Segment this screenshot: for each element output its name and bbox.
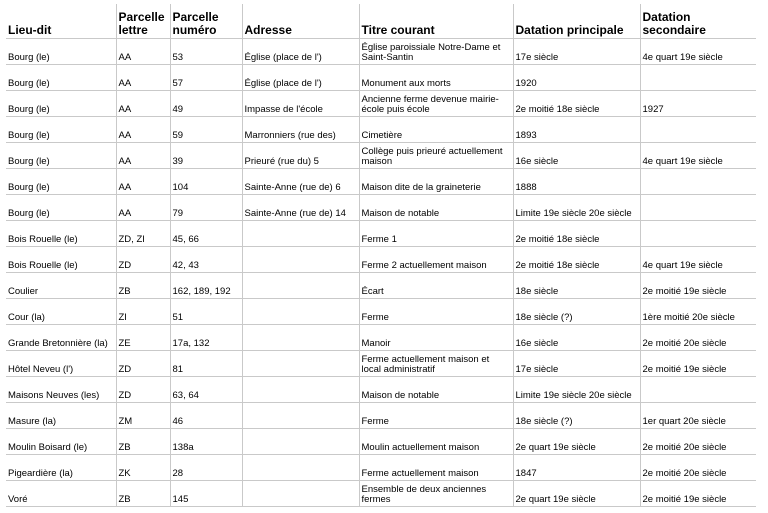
titre-courant-cell: Maison de notable xyxy=(359,377,513,403)
datation-secondaire-cell: 1er quart 20e siècle xyxy=(640,403,756,429)
table-row xyxy=(6,39,756,65)
adresse-cell xyxy=(242,247,359,273)
adresse-cell xyxy=(242,455,359,481)
table-row xyxy=(6,299,756,325)
parcelle-numero-cell: 45, 66 xyxy=(170,221,242,247)
adresse-cell xyxy=(242,429,359,455)
datation-secondaire-cell: 2e moitié 19e siècle xyxy=(640,351,756,377)
titre-courant-cell: Maison dite de la graineterie xyxy=(359,169,513,195)
titre-courant-cell: Écart xyxy=(359,273,513,299)
datation-principale-cell: 18e siècle (?) xyxy=(513,299,640,325)
titre-courant-cell: Collège puis prieuré actuellement maison xyxy=(359,143,513,169)
adresse-cell: Impasse de l'école xyxy=(242,91,359,117)
lieu-dit-cell: Voré xyxy=(6,481,116,507)
parcelle-numero-cell: 53 xyxy=(170,39,242,65)
datation-secondaire-cell: 2e moitié 20e siècle xyxy=(640,429,756,455)
datation-principale-cell: 2e moitié 18e siècle xyxy=(513,91,640,117)
lieu-dit-cell: Cour (la) xyxy=(6,299,116,325)
parcelle-numero-cell: 145 xyxy=(170,481,242,507)
datation-principale-cell: 18e siècle xyxy=(513,273,640,299)
datation-secondaire-cell xyxy=(640,377,756,403)
parcelle-lettre-cell: ZB xyxy=(116,481,170,507)
datation-secondaire-cell: 4e quart 19e siècle xyxy=(640,143,756,169)
parcelle-numero-cell: 17a, 132 xyxy=(170,325,242,351)
datation-secondaire-cell xyxy=(640,169,756,195)
table-row xyxy=(6,377,756,403)
titre-courant-cell: Ferme actuellement maison xyxy=(359,455,513,481)
parcelle-lettre-cell: ZK xyxy=(116,455,170,481)
lieu-dit-cell: Grande Bretonnière (la) xyxy=(6,325,116,351)
table-row xyxy=(6,247,756,273)
header-row xyxy=(6,4,756,39)
titre-courant-cell: Ferme 1 xyxy=(359,221,513,247)
parcelle-numero-cell: 39 xyxy=(170,143,242,169)
titre-courant-cell: Ferme xyxy=(359,299,513,325)
table-body xyxy=(6,39,756,507)
datation-principale-cell: Limite 19e siècle 20e siècle xyxy=(513,195,640,221)
parcelle-lettre-cell: ZB xyxy=(116,273,170,299)
parcelle-lettre-cell: ZD xyxy=(116,377,170,403)
parcelle-numero-cell: 59 xyxy=(170,117,242,143)
parcelle-lettre-cell: AA xyxy=(116,143,170,169)
adresse-cell: Prieuré (rue du) 5 xyxy=(242,143,359,169)
titre-courant-cell: Église paroissiale Notre-Dame et Saint-Santin xyxy=(359,39,513,65)
table-row xyxy=(6,403,756,429)
header-adresse: Adresse xyxy=(242,4,359,39)
adresse-cell: Sainte-Anne (rue de) 6 xyxy=(242,169,359,195)
lieu-dit-cell: Bourg (le) xyxy=(6,39,116,65)
titre-courant-cell: Ferme xyxy=(359,403,513,429)
datation-secondaire-cell xyxy=(640,117,756,143)
titre-courant-cell: Monument aux morts xyxy=(359,65,513,91)
adresse-cell xyxy=(242,351,359,377)
lieu-dit-cell: Bourg (le) xyxy=(6,117,116,143)
parcelle-lettre-cell: AA xyxy=(116,169,170,195)
titre-courant-cell: Cimetière xyxy=(359,117,513,143)
datation-principale-cell: 1920 xyxy=(513,65,640,91)
datation-secondaire-cell xyxy=(640,195,756,221)
datation-secondaire-cell: 2e moitié 20e siècle xyxy=(640,325,756,351)
lieu-dit-cell: Bourg (le) xyxy=(6,169,116,195)
datation-secondaire-cell: 4e quart 19e siècle xyxy=(640,247,756,273)
datation-principale-cell: 16e siècle xyxy=(513,325,640,351)
parcelle-lettre-cell: ZB xyxy=(116,429,170,455)
adresse-cell: Église (place de l') xyxy=(242,65,359,91)
datation-principale-cell: 1847 xyxy=(513,455,640,481)
datation-principale-cell: 18e siècle (?) xyxy=(513,403,640,429)
parcelle-lettre-cell: ZD, ZI xyxy=(116,221,170,247)
header-parcelle-lettre: Parcelle lettre xyxy=(116,4,170,39)
adresse-cell xyxy=(242,481,359,507)
titre-courant-cell: Maison de notable xyxy=(359,195,513,221)
lieu-dit-cell: Maisons Neuves (les) xyxy=(6,377,116,403)
adresse-cell xyxy=(242,299,359,325)
table-row xyxy=(6,65,756,91)
parcelle-lettre-cell: AA xyxy=(116,195,170,221)
parcelle-numero-cell: 51 xyxy=(170,299,242,325)
datation-principale-cell: 17e siècle xyxy=(513,39,640,65)
datation-principale-cell: Limite 19e siècle 20e siècle xyxy=(513,377,640,403)
titre-courant-cell: Moulin actuellement maison xyxy=(359,429,513,455)
table-row xyxy=(6,143,756,169)
adresse-cell: Sainte-Anne (rue de) 14 xyxy=(242,195,359,221)
parcelle-numero-cell: 81 xyxy=(170,351,242,377)
datation-secondaire-cell: 2e moitié 19e siècle xyxy=(640,273,756,299)
parcelle-lettre-cell: ZD xyxy=(116,247,170,273)
lieu-dit-cell: Hôtel Neveu (l') xyxy=(6,351,116,377)
titre-courant-cell: Ferme actuellement maison et local administratif xyxy=(359,351,513,377)
titre-courant-cell: Ferme 2 actuellement maison xyxy=(359,247,513,273)
parcelle-numero-cell: 57 xyxy=(170,65,242,91)
parcelle-lettre-cell: AA xyxy=(116,117,170,143)
header-parcelle-numero: Parcelle numéro xyxy=(170,4,242,39)
lieu-dit-cell: Bourg (le) xyxy=(6,65,116,91)
adresse-cell xyxy=(242,273,359,299)
datation-principale-cell: 2e moitié 18e siècle xyxy=(513,221,640,247)
lieu-dit-cell: Bourg (le) xyxy=(6,195,116,221)
table-row xyxy=(6,273,756,299)
parcelle-numero-cell: 46 xyxy=(170,403,242,429)
table-row xyxy=(6,455,756,481)
table-row xyxy=(6,481,756,507)
parcelle-lettre-cell: ZD xyxy=(116,351,170,377)
parcelle-numero-cell: 28 xyxy=(170,455,242,481)
parcelle-lettre-cell: AA xyxy=(116,65,170,91)
datation-principale-cell: 2e quart 19e siècle xyxy=(513,429,640,455)
parcelle-lettre-cell: ZI xyxy=(116,299,170,325)
table-row xyxy=(6,169,756,195)
parcelle-lettre-cell: AA xyxy=(116,39,170,65)
parcelle-lettre-cell: ZM xyxy=(116,403,170,429)
datation-secondaire-cell: 2e moitié 19e siècle xyxy=(640,481,756,507)
parcelle-numero-cell: 42, 43 xyxy=(170,247,242,273)
table-row xyxy=(6,429,756,455)
lieu-dit-cell: Coulier xyxy=(6,273,116,299)
datation-secondaire-cell: 2e moitié 20e siècle xyxy=(640,455,756,481)
lieu-dit-cell: Moulin Boisard (le) xyxy=(6,429,116,455)
titre-courant-cell: Manoir xyxy=(359,325,513,351)
datation-principale-cell: 17e siècle xyxy=(513,351,640,377)
parcelle-numero-cell: 49 xyxy=(170,91,242,117)
titre-courant-cell: Ensemble de deux anciennes fermes xyxy=(359,481,513,507)
adresse-cell xyxy=(242,377,359,403)
adresse-cell: Église (place de l') xyxy=(242,39,359,65)
table-row xyxy=(6,351,756,377)
parcelle-numero-cell: 138a xyxy=(170,429,242,455)
adresse-cell xyxy=(242,221,359,247)
datation-secondaire-cell xyxy=(640,221,756,247)
datation-principale-cell: 1893 xyxy=(513,117,640,143)
titre-courant-cell: Ancienne ferme devenue mairie-école puis école xyxy=(359,91,513,117)
header-datation-secondaire: Datation secondaire xyxy=(640,4,756,39)
datation-secondaire-cell: 4e quart 19e siècle xyxy=(640,39,756,65)
table-row xyxy=(6,91,756,117)
header-lieu-dit: Lieu-dit xyxy=(6,4,116,39)
parcelle-numero-cell: 63, 64 xyxy=(170,377,242,403)
heritage-table xyxy=(6,4,756,507)
datation-principale-cell: 1888 xyxy=(513,169,640,195)
datation-principale-cell: 2e moitié 18e siècle xyxy=(513,247,640,273)
lieu-dit-cell: Masure (la) xyxy=(6,403,116,429)
table-row xyxy=(6,221,756,247)
table-row xyxy=(6,195,756,221)
lieu-dit-cell: Pigeardière (la) xyxy=(6,455,116,481)
parcelle-lettre-cell: AA xyxy=(116,91,170,117)
table-row xyxy=(6,117,756,143)
header-datation-principale: Datation principale xyxy=(513,4,640,39)
parcelle-lettre-cell: ZE xyxy=(116,325,170,351)
table-row xyxy=(6,325,756,351)
parcelle-numero-cell: 162, 189, 192 xyxy=(170,273,242,299)
parcelle-numero-cell: 104 xyxy=(170,169,242,195)
lieu-dit-cell: Bourg (le) xyxy=(6,143,116,169)
datation-secondaire-cell xyxy=(640,65,756,91)
datation-secondaire-cell: 1ère moitié 20e siècle xyxy=(640,299,756,325)
parcelle-numero-cell: 79 xyxy=(170,195,242,221)
adresse-cell: Marronniers (rue des) xyxy=(242,117,359,143)
adresse-cell xyxy=(242,325,359,351)
adresse-cell xyxy=(242,403,359,429)
lieu-dit-cell: Bourg (le) xyxy=(6,91,116,117)
lieu-dit-cell: Bois Rouelle (le) xyxy=(6,247,116,273)
lieu-dit-cell: Bois Rouelle (le) xyxy=(6,221,116,247)
datation-principale-cell: 2e quart 19e siècle xyxy=(513,481,640,507)
header-titre-courant: Titre courant xyxy=(359,4,513,39)
datation-principale-cell: 16e siècle xyxy=(513,143,640,169)
datation-secondaire-cell: 1927 xyxy=(640,91,756,117)
